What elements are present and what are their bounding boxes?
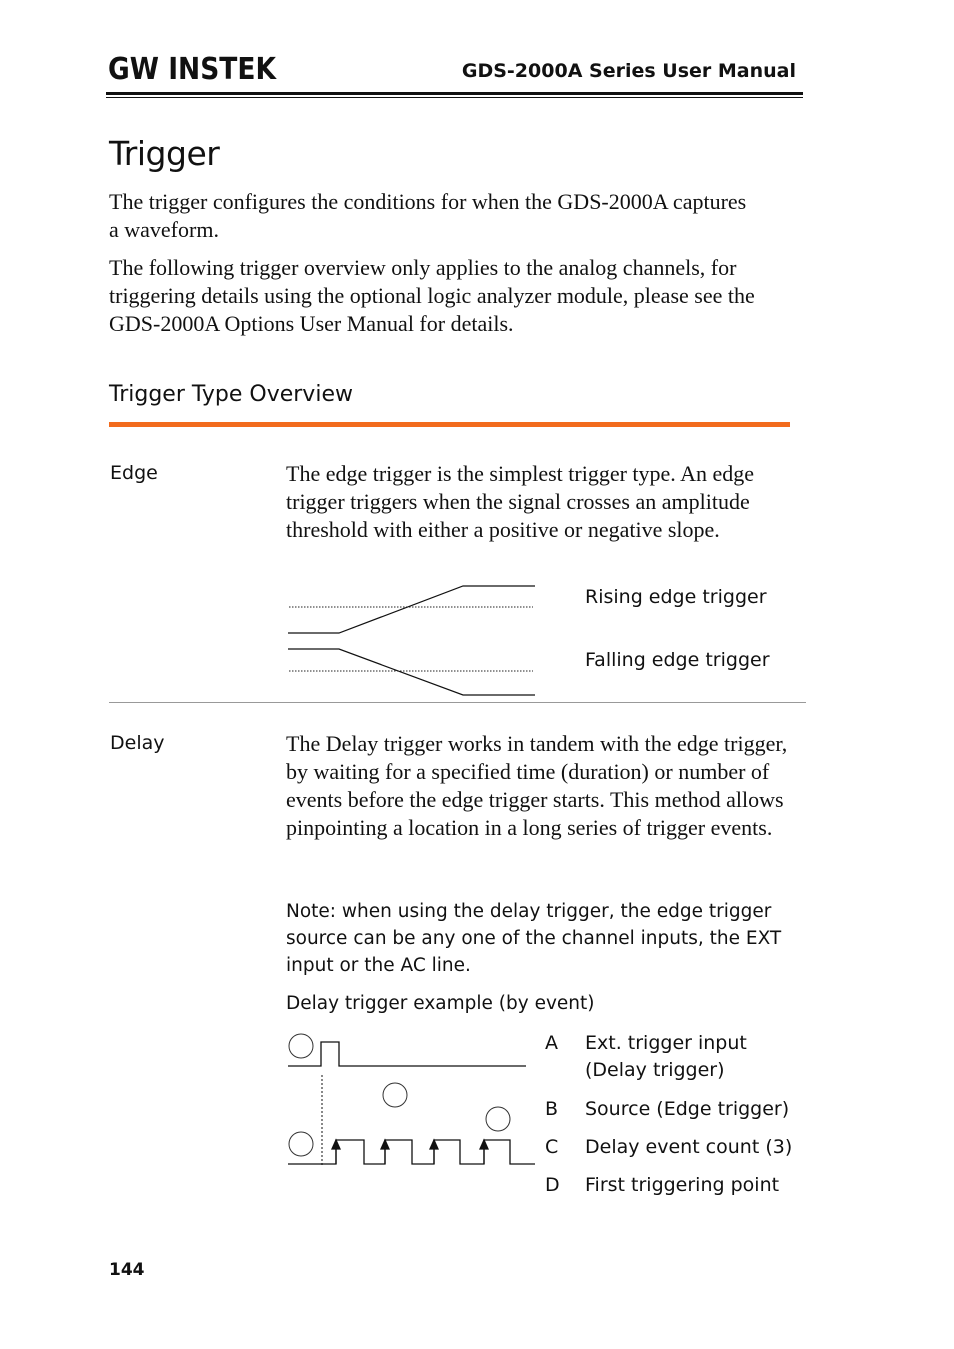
callout-b-circle [289, 1132, 313, 1156]
legend-text: Ext. trigger input (Delay trigger) [585, 1032, 747, 1081]
ext-trigger-waveform [288, 1042, 526, 1066]
falling-edge-caption: Falling edge trigger [585, 649, 770, 671]
edge-arrow-icon [381, 1140, 389, 1164]
delay-description: The Delay trigger works in tandem with the edge trigger, by waiting for a specified time (duration) or number of events before the edge trigger starts. This method allows pinpointing a location in a long series of trigger events. [286, 731, 788, 840]
source-waveform [288, 1140, 535, 1164]
legend-letter: A [545, 1032, 558, 1054]
manual-title: GDS-2000A Series User Manual [461, 60, 796, 82]
edge-arrow-icon [480, 1140, 488, 1164]
gw-instek-logo [108, 52, 278, 87]
edge-arrow-icon [332, 1140, 340, 1164]
legend-text: Delay event count (3) [585, 1136, 793, 1158]
header-rule [106, 92, 803, 98]
legend-letter: C [545, 1136, 559, 1158]
section-heading: Trigger Type Overview [109, 382, 353, 407]
edge-description: The edge trigger is the simplest trigger type. An edge trigger triggers when the signal crosses an amplitude threshold with either a positive or negative slope. [286, 461, 754, 542]
delay-trigger-diagram [286, 1028, 538, 1170]
rising-edge-caption: Rising edge trigger [585, 586, 767, 608]
delay-note: Note: when using the delay trigger, the edge trigger source can be any one of the channel inputs, the EXT input or the AC line. [286, 901, 782, 976]
page-number: 144 [109, 1260, 145, 1280]
callout-c-circle [383, 1083, 407, 1107]
intro-paragraph: The trigger configures the conditions for when the GDS-2000A captures a waveform. [109, 189, 747, 242]
callout-d-circle [486, 1107, 510, 1131]
edge-arrow-icon [430, 1140, 438, 1164]
section-rule [109, 422, 790, 427]
legend-text: First triggering point [585, 1174, 780, 1196]
edge-trigger-diagram [286, 580, 538, 700]
delay-example-title: Delay trigger example (by event) [286, 993, 595, 1014]
legend-letter: D [545, 1174, 560, 1196]
page-title: Trigger [109, 134, 220, 173]
falling-edge-waveform [288, 649, 535, 695]
row-divider [109, 702, 806, 703]
rising-edge-waveform [288, 586, 535, 633]
edge-label: Edge [110, 462, 158, 484]
delay-label: Delay [110, 732, 165, 754]
legend-text: Source (Edge trigger) [585, 1098, 790, 1120]
legend-letter: B [545, 1098, 559, 1120]
svg-text:GW INSTEK: GW INSTEK [108, 52, 278, 87]
intro-paragraph: The following trigger overview only applies to the analog channels, for triggering details using the optional logic analyzer module, please see the GDS-2000A Options User Manual for details. [109, 255, 755, 336]
callout-a-circle [289, 1034, 313, 1058]
